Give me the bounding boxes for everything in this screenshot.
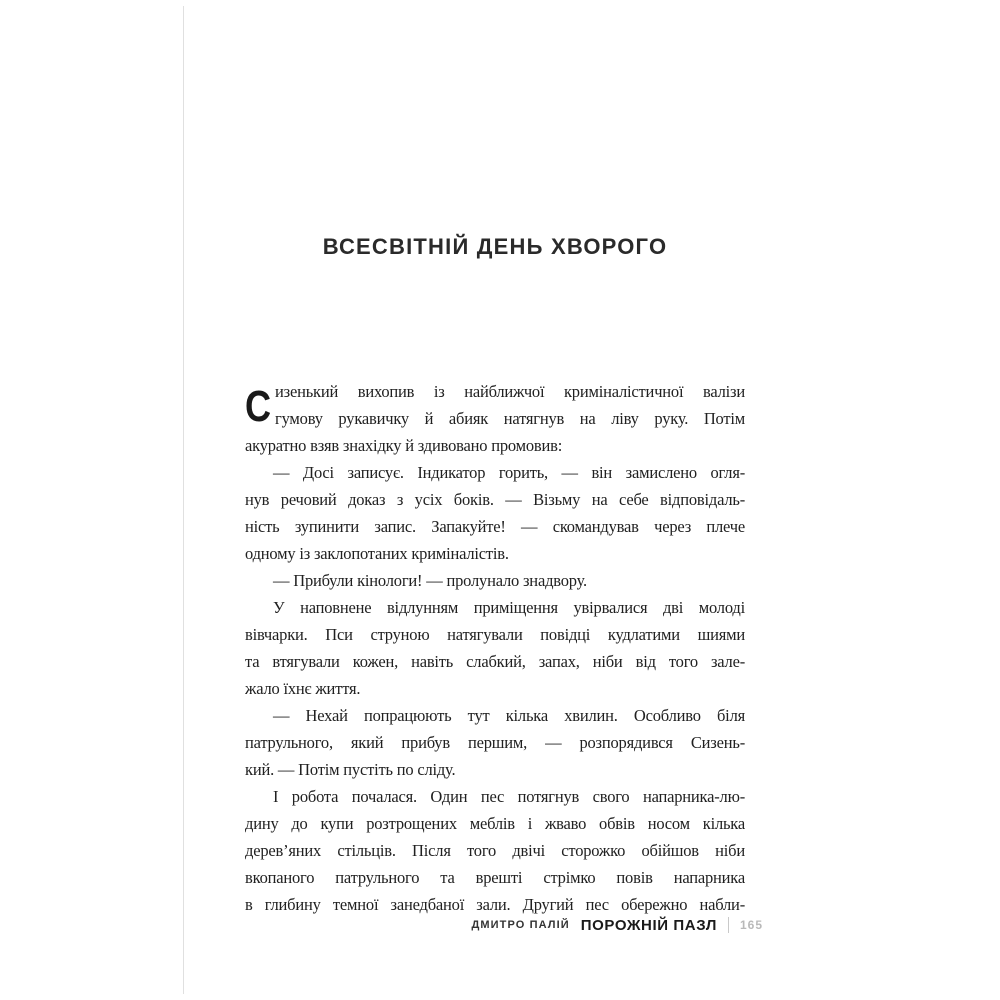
- page-number: 165: [739, 918, 763, 932]
- text-line: — Нехай попрацюють тут кілька хвилин. Особливо біля: [273, 706, 745, 725]
- text-line: жало їхнє життя.: [245, 679, 361, 698]
- text-line: дерев’яних стільців. Після того двічі сторожко обійшов ніби: [245, 841, 745, 860]
- text-line: ність зупинити запис. Запакуйте! — скомандував через плече: [245, 517, 745, 536]
- book-title-logo: ПОРОЖНІЙ ПАЗЛ: [580, 916, 717, 934]
- dropcap-letter: С: [245, 382, 271, 431]
- text-line: — Досі записує. Індикатор горить, — він замислено огля-: [273, 463, 745, 482]
- page-footer: [471, 914, 763, 936]
- footer-divider: [728, 917, 729, 933]
- text-line: та втягували кожен, навіть слабкий, запах, ніби від того зале-: [245, 652, 745, 671]
- text-line: гумову рукавичку й абияк натягнув на ліву руку. Потім: [275, 409, 745, 428]
- author-name: ДМИТРО ПАЛІЙ: [471, 919, 570, 931]
- text-line: У наповнене відлунням приміщення увірвалися дві молоді: [273, 598, 745, 617]
- text-line: патрульного, який прибув першим, — розпорядився Сизень-: [245, 733, 745, 752]
- text-line: — Прибули кінологи! — пролунало знадвору.: [273, 571, 587, 590]
- body-text: [245, 378, 745, 918]
- text-line: І робота почалася. Один пес потягнув свого напарника-лю-: [273, 787, 745, 806]
- text-line: кий. — Потім пустіть по сліду.: [245, 760, 456, 779]
- left-margin-rule: [183, 6, 184, 994]
- text-line: в глибину темної занедбаної зали. Другий пес обережно набли-: [245, 895, 745, 914]
- text-line: изенький вихопив із найближчої криміналістичної валізи: [275, 382, 745, 401]
- text-line: вівчарки. Пси струною натягували повідці кудлатими шиями: [245, 625, 745, 644]
- chapter-title: ВСЕСВІТНІЙ ДЕНЬ ХВОРОГО: [322, 234, 668, 259]
- text-line: одному із заклопотаних криміналістів.: [245, 544, 509, 563]
- text-line: вкопаного патрульного та врешті стрімко повів напарника: [245, 868, 745, 887]
- text-line: дину до купи розтрощених меблів і жваво обвів носом кілька: [245, 814, 745, 833]
- text-line: нув речовий доказ з усіх боків. — Візьму на себе відповідаль-: [245, 490, 745, 509]
- text-line: акуратно взяв знахідку й здивовано промовив:: [245, 436, 563, 455]
